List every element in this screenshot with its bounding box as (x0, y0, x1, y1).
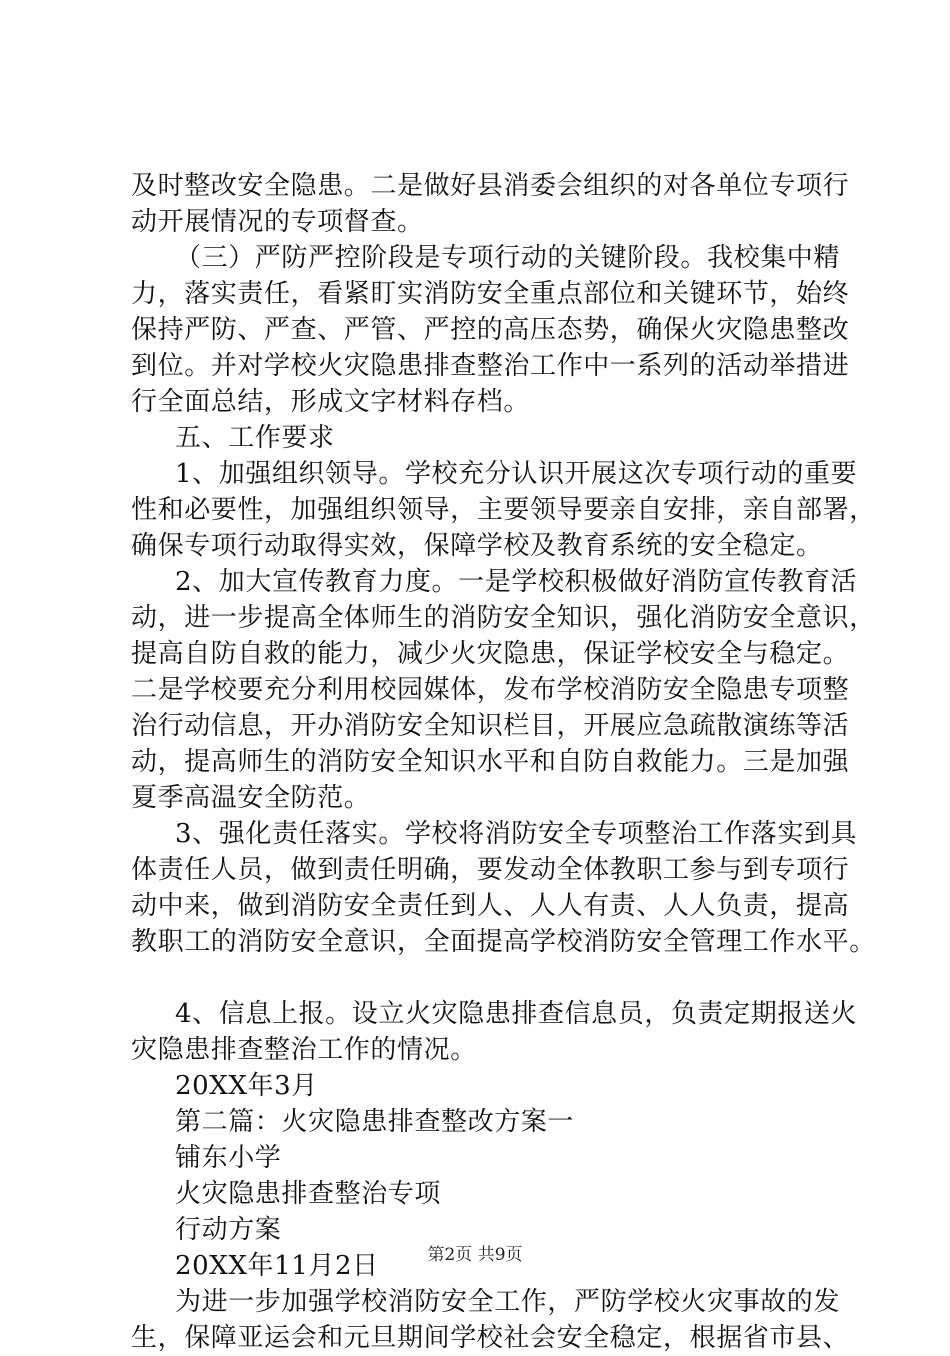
text-line: 性和必要性，加强组织领导，主要领导要亲自安排，亲自部署， (131, 495, 876, 525)
document-body (131, 168, 876, 1356)
text-line: 教职工的消防安全意识，全面提高学校消防安全管理工作水平。 (131, 927, 876, 957)
text-line: 生，保障亚运会和元旦期间学校社会安全稳定，根据省市县、 (131, 1323, 850, 1353)
text-line: 动开展情况的专项督查。 (131, 207, 424, 237)
text-line: 为进一步加强学校消防安全工作，严防学校火灾事故的发 (175, 1287, 841, 1317)
text-line: 4、信息上报。设立火灾隐患排查信息员，负责定期报送火 (175, 999, 858, 1029)
text-line: 体责任人员，做到责任明确，要发动全体教职工参与到专项行 (131, 855, 850, 885)
text-line: 保持严防、严查、严管、严控的高压态势，确保火灾隐患整改 (131, 315, 850, 345)
text-line: 治行动信息，开办消防安全知识栏目，开展应急疏散演练等活 (131, 711, 850, 741)
text-line: 五、工作要求 (175, 423, 335, 453)
text-line: 动中来，做到消防安全责任到人、人人有责、人人负责，提高 (131, 891, 850, 921)
text-line: 2、加大宣传教育力度。一是学校积极做好消防宣传教育活 (175, 567, 858, 597)
paragraph-gap (131, 960, 851, 996)
text-line: 确保专项行动取得实效，保障学校及教育系统的安全稳定。 (131, 531, 823, 561)
text-line: 1、加强组织领导。学校充分认识开展这次专项行动的重要 (175, 459, 858, 489)
text-line: 第二篇：火灾隐患排查整改方案一 (175, 1107, 575, 1137)
text-line: 力，落实责任，看紧盯实消防安全重点部位和关键环节，始终 (131, 279, 850, 309)
text-line: 火灾隐患排查整治专项 (175, 1179, 442, 1209)
text-line: 及时整改安全隐患。二是做好县消委会组织的对各单位专项行 (131, 171, 850, 201)
text-line: 行动方案 (175, 1215, 282, 1245)
text-line: 夏季高温安全防范。 (131, 783, 371, 813)
text-line: 动，进一步提高全体师生的消防安全知识，强化消防安全意识， (131, 603, 876, 633)
text-line: 二是学校要充分利用校园媒体，发布学校消防安全隐患专项整 (131, 675, 850, 705)
text-line: 3、强化责任落实。学校将消防安全专项整治工作落实到具 (175, 819, 858, 849)
page-footer: 第2页 共9页 (427, 1245, 523, 1265)
text-line: 铺东小学 (175, 1143, 282, 1173)
text-line: 动，提高师生的消防安全知识水平和自防自救能力。三是加强 (131, 747, 850, 777)
text-line: （三）严防严控阶段是专项行动的关键阶段。我校集中精 (175, 243, 841, 273)
text-line: 到位。并对学校火灾隐患排查整治工作中一系列的活动举措进 (131, 351, 850, 381)
text-line: 行全面总结，形成文字材料存档。 (131, 387, 531, 417)
text-line: 提高自防自救的能力，减少火灾隐患，保证学校安全与稳定。 (131, 639, 850, 669)
text-line: 灾隐患排查整治工作的情况。 (131, 1035, 477, 1065)
text-line: 20XX年3月 (175, 1071, 318, 1101)
text-line: 20XX年11月2日 (175, 1251, 379, 1281)
